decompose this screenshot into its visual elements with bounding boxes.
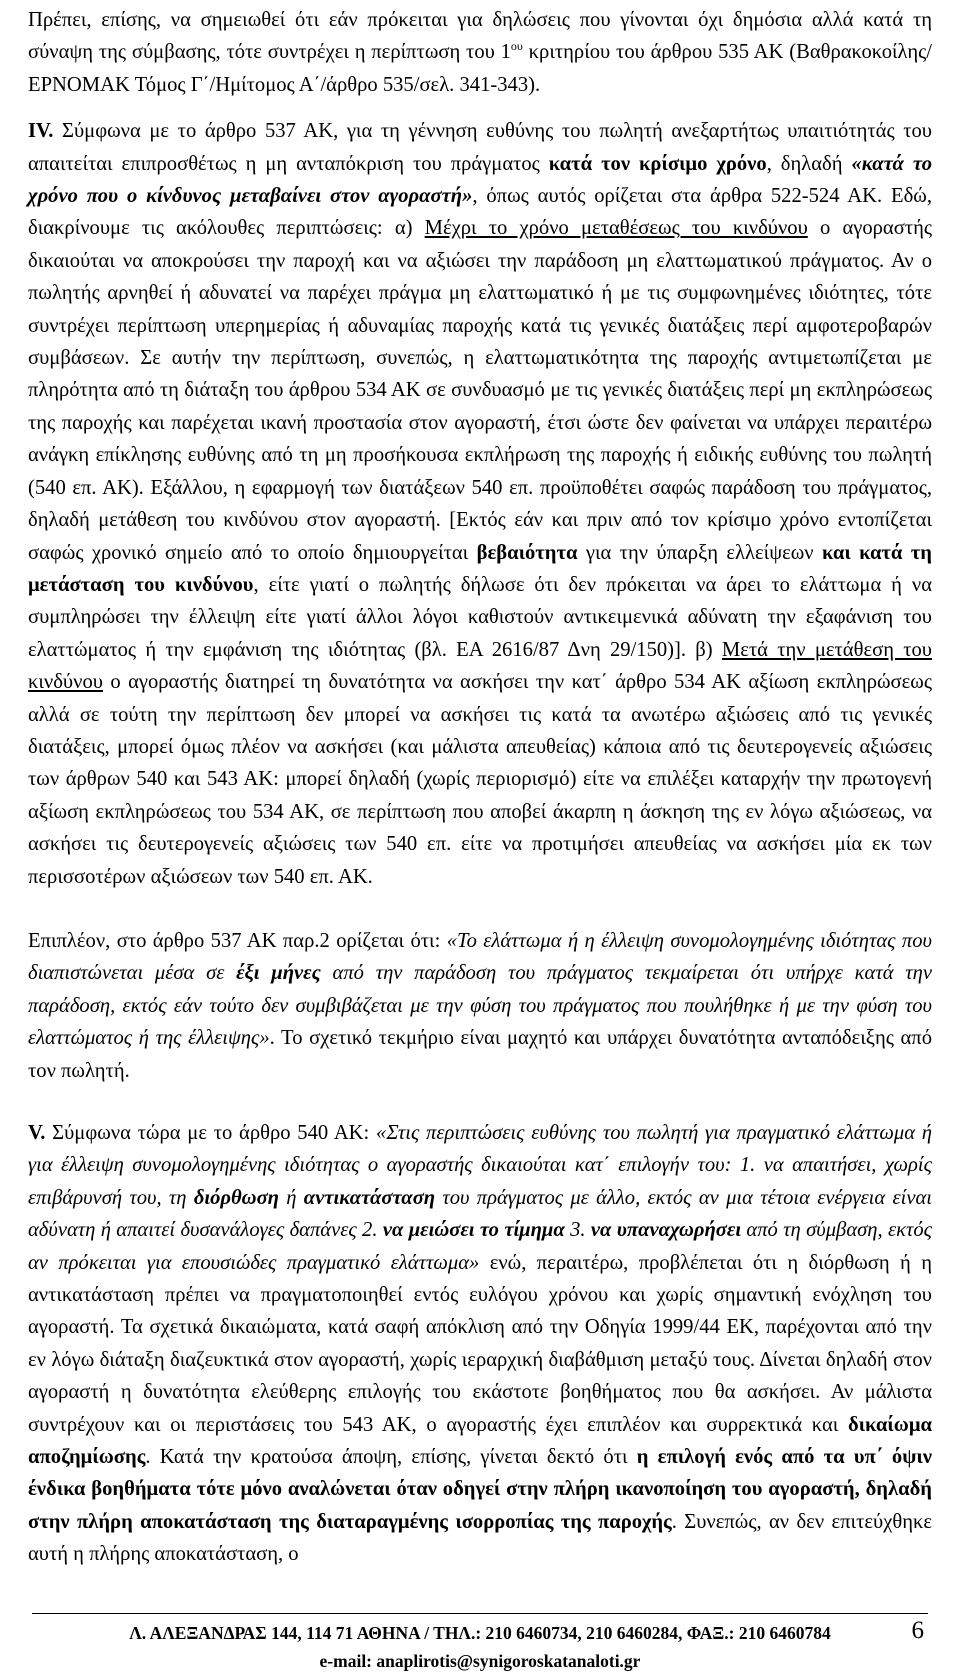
text-span: , είτε γιατί ο πωλητής δήλωσε ότι δεν πρόκειται να άρει το ελάττωμα ή να συμπληρώσει την έλλειψη είτε γιατί άλλοι λόγοι καθιστούν αντικειμενικά αδύνατη την εξαφάνιση του ελαττώματος ή την εμφάνιση της ιδιότητας (βλ. ΕΑ 2616/87 Δνη 29/150)]. β) — [28, 573, 932, 661]
paragraph-section-iv — [28, 115, 932, 893]
italic-quote: ή — [278, 1186, 304, 1209]
italic-quote: «Στις περιπτώσεις ευθύνης του πωλητή για πραγματικό ελάττωμα ή για έλλειψη συνομολογημένης ιδιότητας ο αγοραστής δικαιούται κατ΄ επιλογήν του: 1. να απαιτήσει, χωρίς επιβάρυνσή του, τη — [28, 1122, 932, 1209]
bold-italic-phrase: έξι μήνες — [236, 962, 321, 985]
footer-address: Λ. ΑΛΕΞΑΝΔΡΑΣ 144, 114 71 ΑΘΗΝΑ / ΤΗΛ.: 210 6460734, 210 6460284, ΦΑΞ.: 210 6460784 — [129, 1623, 831, 1643]
section-label-v: V. — [28, 1122, 46, 1144]
text-span: για την ύπαρξη ελλείψεων — [577, 541, 822, 564]
footer-email: e-mail: anaplirotis@synigoroskatanaloti.gr — [319, 1651, 641, 1671]
italic-quote: από την παράδοση του πράγματος τεκμαίρεται ότι υπήρχε κατά την παράδοση, εκτός εάν τούτο δεν συμβιβάζεται με την φύση του πράγματος που πουλήθηκε ή με την φύση του ελαττώματος ή της έλλειψης» — [28, 962, 932, 1050]
text-span: ο αγοραστής διατηρεί τη δυνατότητα να ασκήσει την κατ΄ άρθρο 534 ΑΚ αξίωση εκπληρώσεως αλλά σε τούτη την περίπτωση δεν μπορεί να ασκήσει τις κατά τα ανωτέρω αξιώσεις από τις γενικές διατάξεις, μπορεί όμως πλέον να ασκήσει (και μάλιστα απευθείας) κάποια από τις δευτερογενείς αξιώσεις των άρθρων 540 και 543 ΑΚ: μπορεί δηλαδή (χωρίς περιορισμό) είτε να επιλέξει καταρχήν την πρωτογενή αξίωση εκπληρώσεως του 534 ΑΚ, σε περίπτωση που αποβεί άκαρπη η άσκηση της εν λόγω αξιώσεως, να ασκήσει τις δευτερογενείς αξιώσεις των 540 επ. είτε να προτιμήσει απευθείας να ασκήσει μία εκ των περισσοτέρων αξιώσεων των 540 επ. ΑΚ. — [28, 671, 932, 888]
underlined-phrase: Μετά την μετάθεση του κινδύνου — [28, 638, 933, 694]
bold-phrase: η επιλογή ενός από τα υπ΄ όψιν ένδικα βοηθήματα τότε μόνο αναλώνεται όταν οδηγεί στην πλήρη ικανοποίηση του αγοραστή, δηλαδή στην πλήρη αποκατάσταση της διαταραγμένης ισορροπίας της παροχής — [28, 1446, 932, 1533]
bold-italic-phrase: αντικατάσταση — [303, 1186, 436, 1209]
ordinal-superscript: ου — [510, 39, 523, 54]
italic-quote: «Το ελάττωμα ή η έλλειψη συνομολογημένης ιδιότητας που διαπιστώνεται μέσα σε — [28, 929, 932, 985]
text-span: Σύμφωνα τώρα με το άρθρο 540 ΑΚ: — [45, 1122, 377, 1144]
paragraph-criterion-note — [28, 0, 932, 101]
text-span: . Το σχετικό τεκμήριο είναι μαχητό και υπάρχει δυνατότητα ανταπόδειξης από τον πωλητή. — [28, 1027, 932, 1082]
bold-phrase: δικαίωμα αποζημίωσης — [28, 1413, 932, 1469]
bold-phrase: και κατά τη μετάσταση του κινδύνου — [28, 541, 932, 596]
text-span: Πρέπει, επίσης, να σημειωθεί ότι εάν πρόκειται για δηλώσεις που γίνονται όχι δημόσια αλλά κατά τη σύναψη της σύμβασης, τότε συντρέχει η περίπτωση του 1 — [28, 9, 932, 64]
bold-phrase: βεβαιότητα — [476, 541, 578, 564]
text-span: κριτηρίου του άρθρου 535 ΑΚ (Βαθρακοκοίλης/ΕΡΝΟΜΑΚ Τόμος Γ΄/Ημίτομος Α΄/άρθρο 535/σελ. 341-343). — [28, 41, 932, 96]
text-span: Επιπλέον, στο άρθρο 537 ΑΚ παρ.2 ορίζεται ότι: — [28, 929, 447, 952]
bold-italic-phrase: διόρθωση — [193, 1186, 279, 1209]
text-span: ο αγοραστής δικαιούται να αποκρούσει την παροχή και να αξιώσει την παράδοση μη ελαττωματικού πράγματος. Αν ο πωλητής αρνηθεί ή αδυνατεί να παρέχει πράγμα μη ελαττωματικό ή με τις συμφωνημένες ιδιότητες, τότε συντρέχει περίπτωση υπερημερίας ή αδυναμίας παροχής κατά τις γενικές διατάξεις περί αμφοτεροβαρών συμβάσεων. Σε αυτήν την περίπτωση, συνεπώς, η ελαττωματικότητα της παροχής αντιμετωπίζεται με πληρότητα από τη διάταξη του άρθρου 534 ΑΚ σε συνδυασμό με τις γενικές διατάξεις περί μη εκπληρώσεως της παροχής και παρέχεται ικανή προστασία στον αγοραστή, έτσι ώστε δεν φαίνεται να υπάρχει περαιτέρω ανάγκη επίκλησης ευθύνης από τη μη προσήκουσα εκπλήρωση της παροχής ή ειδικής ευθύνης του πωλητή (540 επ. ΑΚ). Εξάλλου, η εφαρμογή των διατάξεων 540 επ. προϋποθέτει σαφώς παράδοση του πράγματος, δηλαδή μετάθεση του κινδύνου στον αγοραστή. [Εκτός εάν και πριν από τον κρίσιμο χρόνο εντοπίζεται σαφώς χρονικό σημείο από το οποίο δημιουργείται — [28, 217, 933, 564]
italic-quote: από τη σύμβαση, εκτός αν πρόκειται για επουσιώδες πραγματικό ελάττωμα» — [28, 1219, 933, 1274]
bold-italic-quote: «κατά το χρόνο που ο κίνδυνος μεταβαίνει στον αγοραστή» — [28, 152, 933, 208]
text-span: . Συνεπώς, αν δεν επιτεύχθηκε αυτή η πλήρης αποκατάσταση, ο — [28, 1510, 932, 1566]
bold-italic-phrase: να μειώσει το τίμημα — [382, 1219, 565, 1242]
page-number: 6 — [911, 1617, 924, 1644]
bold-phrase: κατά τον κρίσιμο χρόνο — [548, 152, 767, 175]
text-span: . Κατά την κρατούσα άποψη, επίσης, γίνεται δεκτό ότι — [145, 1446, 637, 1469]
text-span: ενώ, περαιτέρω, προβλέπεται ότι η διόρθωση ή η αντικατάσταση πρέπει να πραγματοποιηθεί εντός ευλόγου χρόνου και χωρίς σημαντική ενόχληση του αγοραστή. Τα σχετικά δικαιώματα, κατά σαφή απόκλιση από την Οδηγία 1999/44 ΕΚ, παρέχονται από την εν λόγω διάταξη διαζευκτικά στον αγοραστή, χωρίς ιεραρχική διαβάθμιση μεταξύ τους. Δίνεται δηλαδή στον αγοραστή η δυνατότητα ελεύθερης επιλογής του εκάστοτε βοηθήματος που θα ασκήσει. Αν μάλιστα συντρέχουν και οι περιστάσεις του 543 ΑΚ, ο αγοραστής έχει επιπλέον και συρρεκτικά και — [28, 1251, 932, 1436]
text-span: , όπως αυτός ορίζεται στα άρθρα 522-524 ΑΚ. Εδώ, διακρίνουμε τις ακόλουθες περιπτώσεις: α) — [28, 185, 933, 240]
paragraph-section-v — [28, 1117, 932, 1571]
footer-divider — [32, 1613, 928, 1614]
text-span: Σύμφωνα με το άρθρο 537 ΑΚ, για τη γέννηση ευθύνης του πωλητή ανεξαρτήτως υπαιτιότητάς του απαιτείται επιπροσθέτως η μη ανταπόκριση του πράγματος — [28, 120, 932, 175]
bold-italic-phrase: να υπαναχωρήσει — [590, 1219, 742, 1242]
paragraph-article-537 — [28, 925, 932, 1087]
underlined-phrase: Μέχρι το χρόνο μεταθέσεως του κινδύνου — [424, 217, 808, 240]
italic-quote: 3. — [564, 1219, 591, 1242]
text-span: , δηλαδή — [766, 152, 852, 175]
italic-quote: του πράγματος με άλλο, εκτός αν μια τέτοια ενέργεια είναι αδύνατη ή απαιτεί δυσανάλογες δαπάνες 2. — [28, 1186, 933, 1242]
document-page — [28, 0, 932, 1571]
section-label-iv: IV. — [28, 120, 54, 143]
